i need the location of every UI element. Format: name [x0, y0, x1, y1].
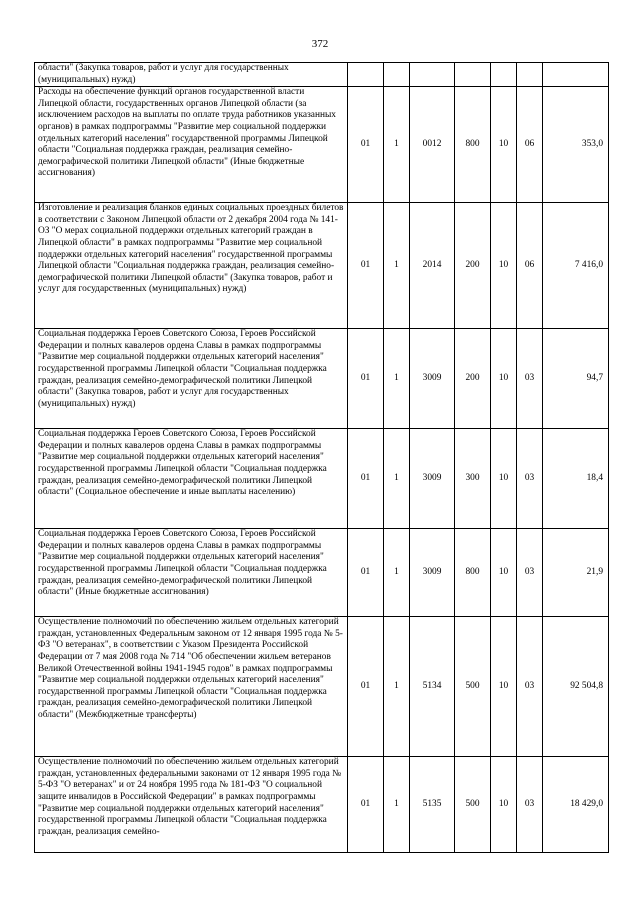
- cell-subprogram: 1: [384, 203, 410, 329]
- table-row: [35, 429, 609, 529]
- budget-table: [34, 62, 609, 853]
- cell-expense-type: 800: [455, 87, 491, 203]
- table-row: [35, 329, 609, 429]
- cell-amount: 94,7: [543, 329, 609, 429]
- cell-target-code: [410, 63, 455, 87]
- cell-program: 01: [348, 203, 384, 329]
- cell-subprogram: 1: [384, 617, 410, 757]
- page-number: 372: [311, 38, 329, 50]
- cell-subprogram: 1: [384, 87, 410, 203]
- cell-target-code: 3009: [410, 329, 455, 429]
- cell-subprogram: 1: [384, 757, 410, 853]
- row-description: Осуществление полномочий по обеспечению жильем отдельных категорий граждан, установленных федеральными законами от 12 января 1995 года № 5-ФЗ "О ветеранах" и от 24 ноября 1995 года № 181-ФЗ "О социальной защите инвалидов в Российской Федерации" в рамках подпрограммы "Развитие мер социальной поддержки отдельных категорий населения" государственной программы Липецкой области "Социальная поддержка граждан, реализация семейно-: [35, 757, 348, 853]
- row-description: Социальная поддержка Героев Советского Союза, Героев Российской Федерации и полных кавалеров ордена Славы в рамках подпрограммы "Развитие мер социальной поддержки отдельных категорий населения" государственной программы Липецкой области "Социальная поддержка граждан, реализация семейно-демографической политики Липецкой области" (Закупка товаров, работ и услуг для государственных (муниципальных) нужд): [35, 329, 348, 429]
- cell-program: 01: [348, 617, 384, 757]
- cell-program: [348, 63, 384, 87]
- cell-program: 01: [348, 529, 384, 617]
- cell-subprogram: 1: [384, 529, 410, 617]
- cell-expense-type: [455, 63, 491, 87]
- cell-section: 10: [491, 429, 517, 529]
- cell-program: 01: [348, 429, 384, 529]
- cell-section: 10: [491, 757, 517, 853]
- cell-amount: [543, 63, 609, 87]
- cell-amount: 353,0: [543, 87, 609, 203]
- cell-section: 10: [491, 329, 517, 429]
- table-row: [35, 203, 609, 329]
- row-description: Расходы на обеспечение функций органов государственной власти Липецкой области, государственных органов Липецкой области (за исключением расходов на выплаты по оплате труда работников указанных органов) в рамках подпрограммы "Развитие мер социальной поддержки отдельных категорий населения" государственной программы Липецкой области "Социальная поддержка граждан, реализация семейно-демографической политики Липецкой области" (Иные бюджетные ассигнования): [35, 87, 348, 203]
- cell-expense-type: 200: [455, 203, 491, 329]
- table-row: [35, 529, 609, 617]
- cell-subsection: 03: [517, 529, 543, 617]
- cell-amount: 21,9: [543, 529, 609, 617]
- row-description: Социальная поддержка Героев Советского Союза, Героев Российской Федерации и полных кавалеров ордена Славы в рамках подпрограммы "Развитие мер социальной поддержки отдельных категорий населения" государственной программы Липецкой области "Социальная поддержка граждан, реализация семейно-демографической политики Липецкой области" (Социальное обеспечение и иные выплаты населению): [35, 429, 348, 529]
- cell-subsection: 06: [517, 87, 543, 203]
- cell-amount: 92 504,8: [543, 617, 609, 757]
- cell-target-code: 2014: [410, 203, 455, 329]
- cell-subprogram: [384, 63, 410, 87]
- cell-amount: 7 416,0: [543, 203, 609, 329]
- cell-target-code: 5134: [410, 617, 455, 757]
- cell-expense-type: 500: [455, 617, 491, 757]
- row-description: Изготовление и реализация бланков единых социальных проездных билетов в соответствии с Законом Липецкой области от 2 декабря 2004 года № 141-ОЗ "О мерах социальной поддержки отдельных категорий граждан в Липецкой области" в рамках подпрограммы "Развитие мер социальной поддержки отдельных категорий населения" государственной программы Липецкой области "Социальная поддержка граждан, реализация семейно-демографической политики Липецкой области" (Закупка товаров, работ и услуг для государственных (муниципальных) нужд): [35, 203, 348, 329]
- table-row: [35, 87, 609, 203]
- row-description: области" (Закупка товаров, работ и услуг для государственных (муниципальных) нужд): [35, 63, 348, 87]
- cell-section: 10: [491, 617, 517, 757]
- cell-subsection: 03: [517, 429, 543, 529]
- cell-expense-type: 800: [455, 529, 491, 617]
- table-row: [35, 63, 609, 87]
- cell-subprogram: 1: [384, 329, 410, 429]
- cell-subsection: 03: [517, 757, 543, 853]
- cell-program: 01: [348, 757, 384, 853]
- cell-subsection: [517, 63, 543, 87]
- cell-target-code: 0012: [410, 87, 455, 203]
- cell-expense-type: 500: [455, 757, 491, 853]
- cell-target-code: 3009: [410, 529, 455, 617]
- cell-target-code: 5135: [410, 757, 455, 853]
- cell-section: 10: [491, 529, 517, 617]
- cell-subprogram: 1: [384, 429, 410, 529]
- cell-program: 01: [348, 87, 384, 203]
- cell-program: 01: [348, 329, 384, 429]
- cell-section: [491, 63, 517, 87]
- cell-section: 10: [491, 87, 517, 203]
- cell-amount: 18 429,0: [543, 757, 609, 853]
- table-row: [35, 617, 609, 757]
- row-description: Социальная поддержка Героев Советского Союза, Героев Российской Федерации и полных кавалеров ордена Славы в рамках подпрограммы "Развитие мер социальной поддержки отдельных категорий населения" государственной программы Липецкой области "Социальная поддержка граждан, реализация семейно-демографической политики Липецкой области" (Иные бюджетные ассигнования): [35, 529, 348, 617]
- cell-section: 10: [491, 203, 517, 329]
- table-row: [35, 757, 609, 853]
- cell-subsection: 06: [517, 203, 543, 329]
- cell-subsection: 03: [517, 617, 543, 757]
- cell-subsection: 03: [517, 329, 543, 429]
- row-description: Осуществление полномочий по обеспечению жильем отдельных категорий граждан, установленных Федеральным законом от 12 января 1995 года № 5-ФЗ "О ветеранах", в соответствии с Указом Президента Российской Федерации от 7 мая 2008 года № 714 "Об обеспечении жильем ветеранов Великой Отечественной войны 1941-1945 годов" в рамках подпрограммы "Развитие мер социальной поддержки отдельных категорий населения" государственной программы Липецкой области "Социальная поддержка граждан, реализация семейно-демографической политики Липецкой области" (Межбюджетные трансферты): [35, 617, 348, 757]
- cell-expense-type: 300: [455, 429, 491, 529]
- cell-amount: 18,4: [543, 429, 609, 529]
- cell-target-code: 3009: [410, 429, 455, 529]
- cell-expense-type: 200: [455, 329, 491, 429]
